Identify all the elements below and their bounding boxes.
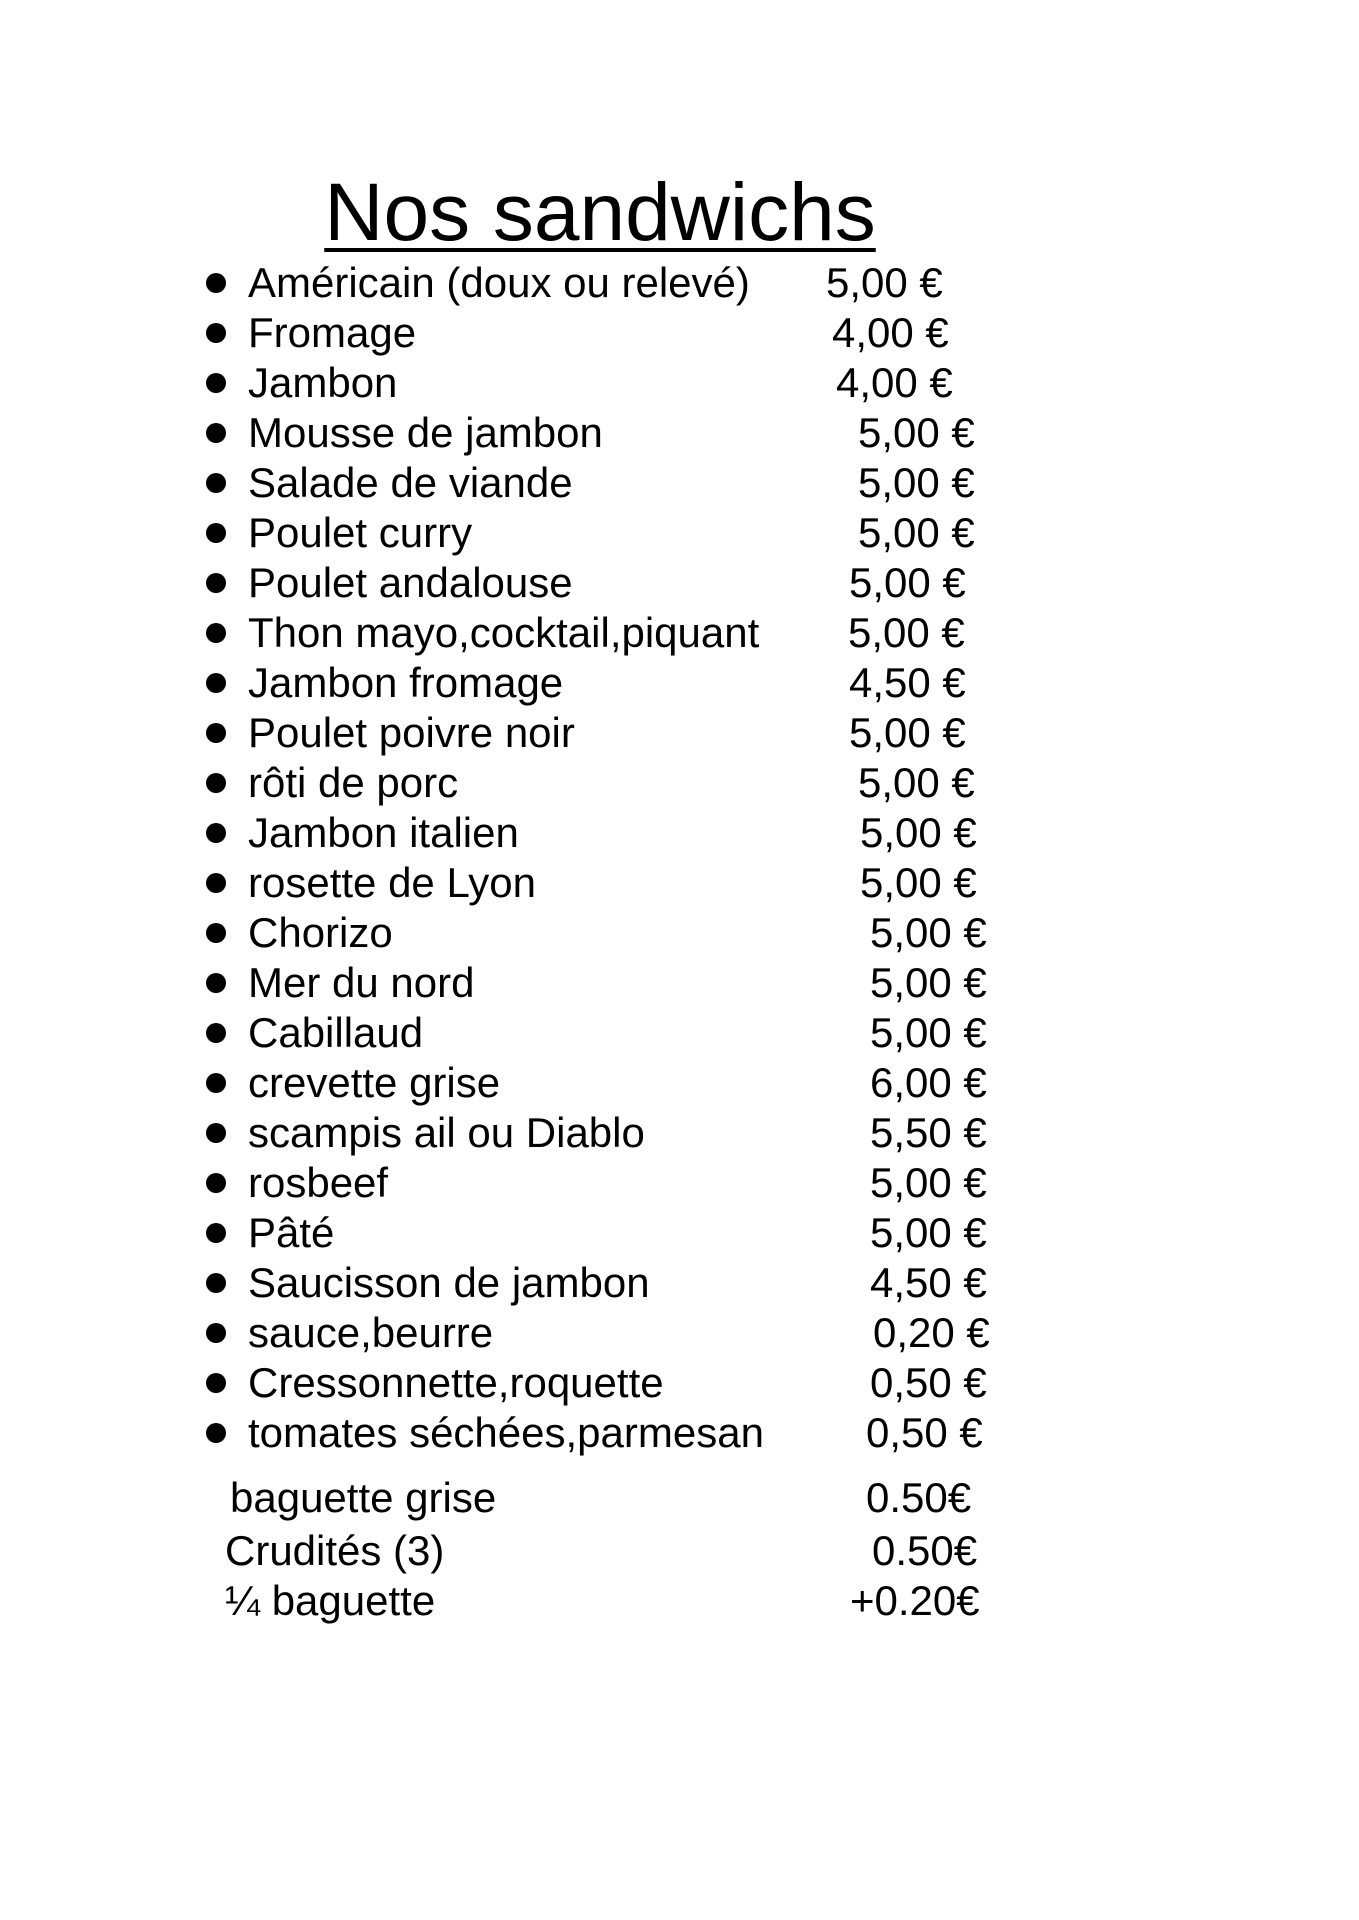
item-name: Jambon italien xyxy=(248,809,519,856)
menu-item xyxy=(0,1058,1359,1108)
menu-item xyxy=(0,1158,1359,1208)
item-name: Poulet curry xyxy=(248,509,473,556)
menu-item xyxy=(0,458,1359,508)
item-price: +0.20€ xyxy=(850,1577,980,1624)
menu-item xyxy=(0,1258,1359,1308)
item-name: Cabillaud xyxy=(248,1009,424,1056)
item-name: baguette grise xyxy=(230,1474,497,1521)
item-price: 5,00 € xyxy=(858,509,975,556)
bullet-icon xyxy=(206,373,226,393)
bullet-icon xyxy=(206,623,226,643)
item-price: 5,00 € xyxy=(849,559,966,606)
menu-item xyxy=(0,1108,1359,1158)
item-price: 5,00 € xyxy=(849,709,966,756)
menu-item xyxy=(0,1308,1359,1358)
bullet-icon xyxy=(206,323,226,343)
item-price: 5,00 € xyxy=(826,259,943,306)
item-name: Poulet andalouse xyxy=(248,559,573,606)
item-name: Poulet poivre noir xyxy=(248,709,575,756)
item-name: Cressonnette,roquette xyxy=(248,1359,664,1406)
page-title: Nos sandwichs xyxy=(324,167,876,258)
item-price: 5,00 € xyxy=(870,1209,987,1256)
item-name: Chorizo xyxy=(248,909,393,956)
menu-item xyxy=(0,758,1359,808)
item-price: 4,50 € xyxy=(849,659,966,706)
item-name: Crudités (3) xyxy=(225,1527,445,1574)
bullet-icon xyxy=(206,523,226,543)
menu-item xyxy=(0,858,1359,908)
bullet-icon xyxy=(206,1223,226,1243)
item-name: scampis ail ou Diablo xyxy=(248,1109,645,1156)
extra-item xyxy=(0,1576,1359,1626)
bullet-icon xyxy=(206,1323,226,1343)
menu-item xyxy=(0,658,1359,708)
bullet-icon xyxy=(206,973,226,993)
item-price: 0.50€ xyxy=(872,1527,978,1574)
bullet-icon xyxy=(206,1373,226,1393)
item-name: Mousse de jambon xyxy=(248,409,603,456)
item-price: 5,00 € xyxy=(858,759,975,806)
bullet-icon xyxy=(206,573,226,593)
menu-item xyxy=(0,1358,1359,1408)
menu-item xyxy=(0,958,1359,1008)
item-name: Jambon xyxy=(248,359,398,406)
item-name: Mer du nord xyxy=(248,959,475,1006)
item-name: Thon mayo,cocktail,piquant xyxy=(248,609,760,656)
item-name: Jambon fromage xyxy=(248,659,564,706)
extra-item xyxy=(0,1473,1359,1523)
bullet-icon xyxy=(206,273,226,293)
bullet-icon xyxy=(206,1273,226,1293)
menu-item xyxy=(0,258,1359,308)
item-price: 4,50 € xyxy=(870,1259,987,1306)
menu-item xyxy=(0,808,1359,858)
item-price: 5,00 € xyxy=(870,909,987,956)
menu-item xyxy=(0,558,1359,608)
item-price: 4,00 € xyxy=(832,309,949,356)
item-price: 5,00 € xyxy=(870,959,987,1006)
bullet-icon xyxy=(206,1423,226,1443)
bullet-icon xyxy=(206,823,226,843)
item-name: rôti de porc xyxy=(248,759,459,806)
item-price: 5,00 € xyxy=(860,859,977,906)
item-name: rosette de Lyon xyxy=(248,859,536,906)
item-price: 5,50 € xyxy=(870,1109,987,1156)
item-price: 5,00 € xyxy=(858,459,975,506)
item-name: Saucisson de jambon xyxy=(248,1259,650,1306)
item-price: 5,00 € xyxy=(858,409,975,456)
bullet-icon xyxy=(206,1173,226,1193)
bullet-icon xyxy=(206,1073,226,1093)
item-price: 5,00 € xyxy=(870,1159,987,1206)
item-price: 6,00 € xyxy=(870,1059,987,1106)
menu-item xyxy=(0,308,1359,358)
bullet-icon xyxy=(206,1123,226,1143)
bullet-icon xyxy=(206,923,226,943)
menu-item xyxy=(0,1208,1359,1258)
bullet-icon xyxy=(206,723,226,743)
menu-item xyxy=(0,608,1359,658)
item-name: ¼ baguette xyxy=(225,1577,436,1624)
menu-item xyxy=(0,1408,1359,1458)
bullet-icon xyxy=(206,423,226,443)
extra-item xyxy=(0,1526,1359,1576)
item-name: rosbeef xyxy=(248,1159,389,1206)
item-name: tomates séchées,parmesan xyxy=(248,1409,764,1456)
item-price: 5,00 € xyxy=(848,609,965,656)
bullet-icon xyxy=(206,873,226,893)
item-name: Pâté xyxy=(248,1209,335,1256)
item-price: 5,00 € xyxy=(860,809,977,856)
menu-item xyxy=(0,358,1359,408)
item-price: 0,50 € xyxy=(866,1409,983,1456)
item-price: 0.50€ xyxy=(866,1474,972,1521)
menu-item xyxy=(0,408,1359,458)
menu-item xyxy=(0,508,1359,558)
item-price: 5,00 € xyxy=(870,1009,987,1056)
menu-item xyxy=(0,708,1359,758)
bullet-icon xyxy=(206,673,226,693)
item-name: Fromage xyxy=(248,309,417,356)
item-name: Américain (doux ou relevé) xyxy=(248,259,750,306)
item-price: 0,50 € xyxy=(870,1359,987,1406)
item-name: crevette grise xyxy=(248,1059,501,1106)
bullet-icon xyxy=(206,773,226,793)
item-name: sauce,beurre xyxy=(248,1309,494,1356)
menu-item xyxy=(0,908,1359,958)
item-price: 4,00 € xyxy=(836,359,953,406)
bullet-icon xyxy=(206,473,226,493)
menu-item xyxy=(0,1008,1359,1058)
bullet-icon xyxy=(206,1023,226,1043)
item-price: 0,20 € xyxy=(873,1309,990,1356)
item-name: Salade de viande xyxy=(248,459,573,506)
